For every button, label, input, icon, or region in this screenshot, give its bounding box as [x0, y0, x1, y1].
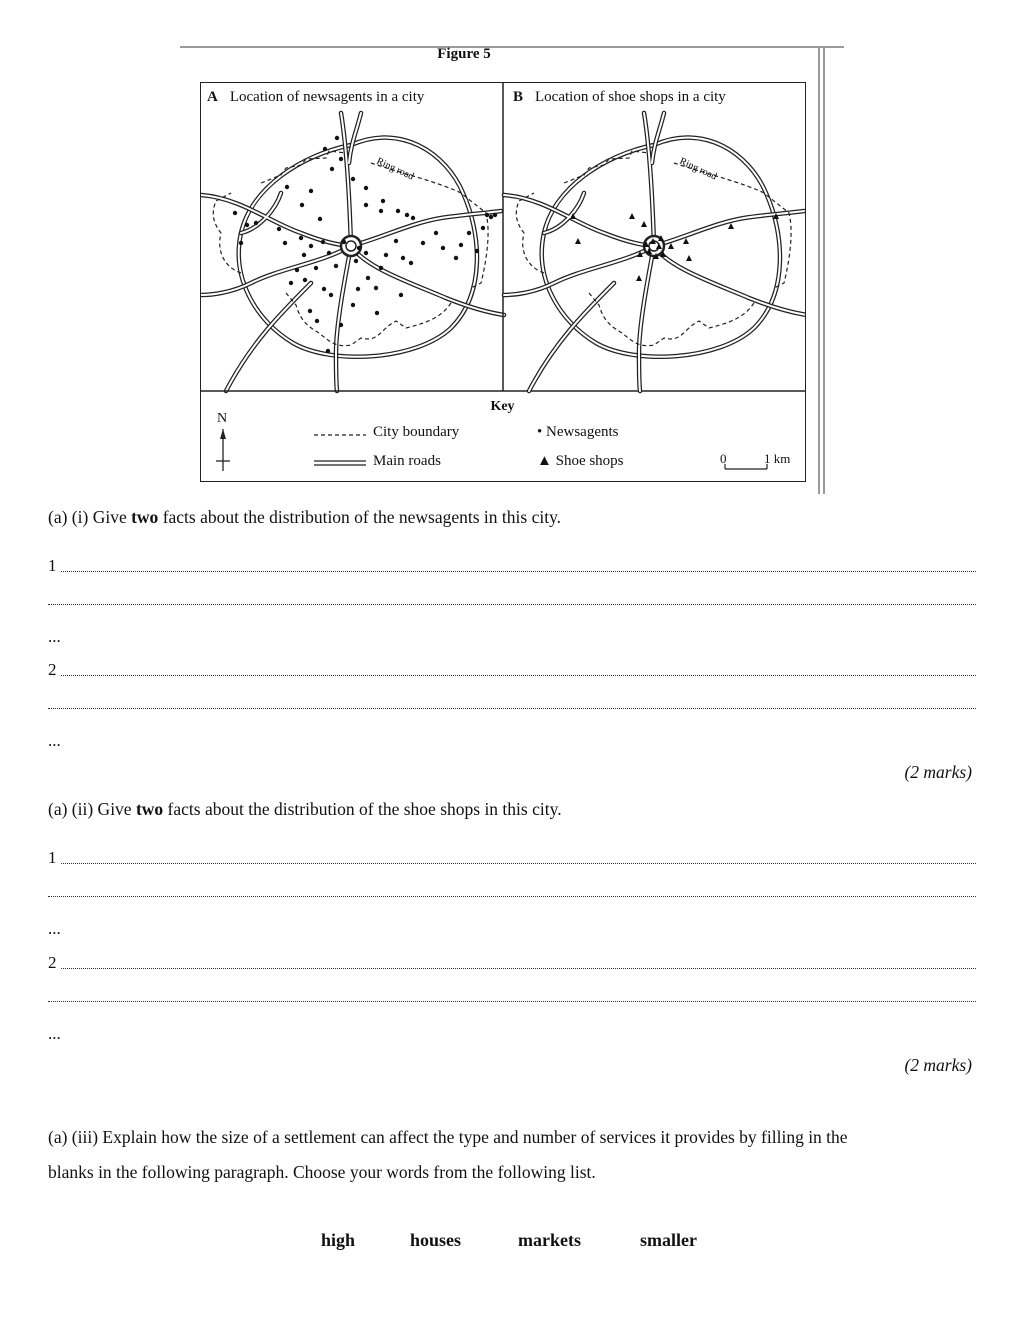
key-shoe-shops: ▲ Shoe shops [537, 453, 624, 469]
question-a-ii: (a) (ii) Give two facts about the distribution of the shoe shops in this city. [48, 799, 562, 819]
panel-b-title: B Location of shoe shops in a city [513, 89, 726, 105]
key-city-boundary: City boundary [373, 424, 460, 440]
answer-line-4b[interactable] [48, 989, 976, 1006]
figure-title: Figure 5 [437, 46, 491, 62]
question-a-iii-line1: (a) (iii) Explain how the size of a settlement can affect the type and number of services it provides by filling in the [48, 1127, 848, 1147]
marks-a-i: (2 marks) [904, 762, 972, 782]
panel-a-title: A Location of newsagents in a city [207, 89, 425, 105]
newsagent-map [201, 113, 504, 391]
shoe-shop-triangles [570, 213, 779, 281]
key-newsagents: • Newsagents [537, 424, 619, 440]
map-key [201, 391, 804, 481]
north-label: N [217, 411, 228, 426]
ring-road-label-b: Ring road [677, 155, 719, 183]
shoe-shop-map [504, 113, 805, 391]
answer-line-3[interactable]: 1 [48, 848, 976, 868]
marks-a-ii: (2 marks) [904, 1055, 972, 1075]
word-markets: markets [518, 1230, 581, 1250]
answer-ellipsis-3: ... [48, 919, 61, 938]
word-high: high [321, 1230, 356, 1250]
question-a-i: (a) (i) Give two facts about the distribution of the newsagents in this city. [48, 507, 562, 527]
word-houses: houses [410, 1230, 462, 1250]
answer-line-4[interactable]: 2 [48, 953, 976, 973]
answer-ellipsis-2: ... [48, 731, 61, 750]
word-smaller: smaller [640, 1230, 697, 1250]
answer-line-1b[interactable] [48, 592, 976, 609]
key-title: Key [490, 399, 515, 414]
answer-line-3b[interactable] [48, 884, 976, 901]
answer-ellipsis-1: ... [48, 627, 61, 646]
question-a-iii-line2: blanks in the following paragraph. Choose your words from the following list. [48, 1162, 596, 1182]
margin-rule [818, 46, 820, 494]
ring-road-label-a: Ring road [374, 155, 416, 183]
scale-zero: 0 [720, 451, 727, 466]
answer-line-2b[interactable] [48, 696, 976, 713]
answer-ellipsis-4: ... [48, 1024, 61, 1043]
key-main-roads: Main roads [373, 453, 441, 469]
answer-line-2[interactable]: 2 [48, 660, 976, 680]
answer-line-1[interactable]: 1 [48, 556, 976, 576]
figure-5 [200, 82, 806, 482]
scale-one-km: 1 km [764, 451, 791, 466]
margin-rule-2 [823, 46, 825, 494]
